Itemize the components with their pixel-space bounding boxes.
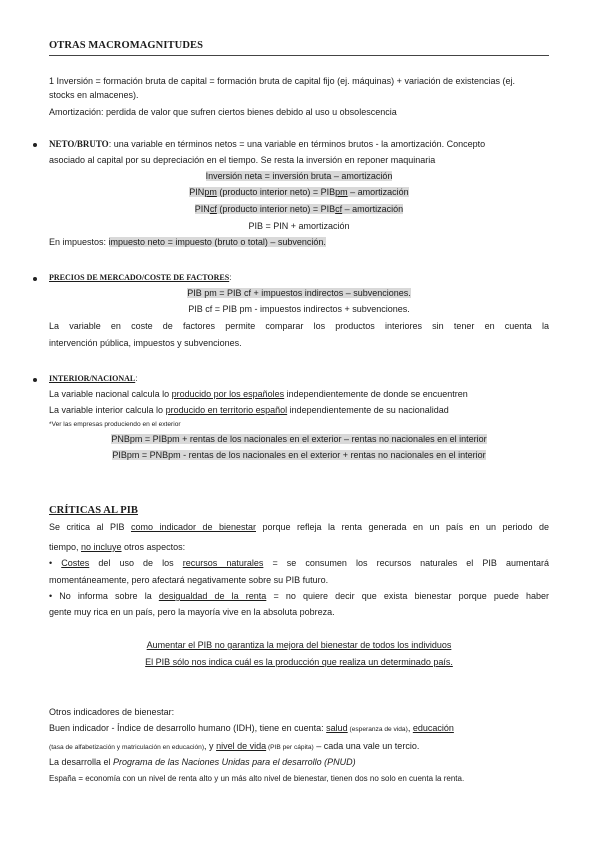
formula-pib-pm-text: PIB pm = PIB cf + impuestos indirectos – subvenciones. [187, 288, 411, 298]
formula-inversion-neta-text: Inversión neta = inversión bruta – amortización [205, 171, 393, 181]
inversion-line-2: stocks en almacenes). [49, 90, 139, 100]
criticas-line-1: Se critica al PIB como indicador de bienestar porque refleja la renta generada en un país en un periodo de [49, 522, 549, 532]
formula-pib-pnb-text: PIBpm = PNBpm - rentas de los nacionales en el exterior + rentas no nacionales en el interior [112, 450, 486, 460]
formula-pin-pm-text: PINpm (producto interior neto) = PIBpm – amortización [189, 187, 409, 197]
formula-pib-cf: PIB cf = PIB pm - impuestos indirectos + subvenciones. [188, 304, 410, 314]
criticas-line-3: • Costes del uso de los recursos naturales = se consumen los recursos naturales el PIB aumentará [49, 558, 549, 568]
interior-label: INTERIOR/NACIONAL [49, 374, 136, 383]
idh-line-1: Buen indicador - Índice de desarrollo humano (IDH), tiene en cuenta: salud (esperanza de vida), educación [49, 723, 454, 733]
formula-pnb [49, 433, 549, 445]
otros-indicadores-title: Otros indicadores de bienestar: [49, 707, 175, 717]
bullet-precios [33, 277, 37, 281]
pnud-line: La desarrolla el Programa de las Naciones Unidas para el desarrollo (PNUD) [49, 757, 356, 767]
conclusion-line-2: El PIB sólo nos indica cuál es la producción que realiza un determinado país. [145, 657, 453, 667]
formula-pin-cf-text: PINcf (producto interior neto) = PIBcf – amortización [194, 204, 404, 214]
neto-bruto-line-2: asociado al capital por su depreciación en el tiempo. Se resta la inversión en reponer maquinaria [49, 155, 436, 165]
variable-nacional-line: La variable nacional calcula lo producido por los españoles independientemente de donde se encuentren [49, 389, 468, 399]
inversion-line-1: 1 Inversión = formación bruta de capital = formación bruta de capital fijo (ej. máquinas) + variación de existencias (ej. [49, 76, 515, 86]
impuesto-neto-formula: impuesto neto = impuesto (bruto o total) – subvención. [108, 237, 326, 247]
bullet-neto-bruto [33, 143, 37, 147]
criticas-line-6: gente muy rica en un país, pero la mayoría vive en la absoluta pobreza. [49, 607, 335, 617]
neto-bruto-text: : una variable en términos netos = una variable en términos brutos - la amortización. Concepto [108, 139, 486, 149]
idh-line-2: (tasa de alfabetización y matriculación en educación), y nivel de vida (PIB per cápita) – cada una vale un tercio. [49, 741, 420, 751]
formula-pib-pm [49, 287, 549, 299]
formula-pib-pin: PIB = PIN + amortización [248, 221, 350, 231]
variable-interior-line: La variable interior calcula lo producido en territorio español independientemente de su nacionalidad [49, 405, 449, 415]
precios-label-line: PRECIOS DE MERCADO/COSTE DE FACTORES: [49, 273, 232, 282]
section-title-otras-macromagnitudes: OTRAS MACROMAGNITUDES [49, 40, 549, 56]
impuestos-line: En impuestos: impuesto neto = impuesto (bruto o total) – subvención. [49, 237, 326, 247]
section-title-criticas-pib: CRÍTICAS AL PIB [49, 505, 139, 516]
criticas-line-4: momentáneamente, pero afectará negativamente sobre su PIB futuro. [49, 575, 329, 585]
precios-label: PRECIOS DE MERCADO/COSTE DE FACTORES [49, 273, 230, 282]
precios-paragraph-2: intervención pública, impuestos y subvenciones. [49, 338, 242, 348]
criticas-line-2: tiempo, no incluye otros aspectos: [49, 542, 186, 552]
neto-bruto-line-1 [49, 138, 554, 150]
formula-pib-pnb [49, 449, 549, 461]
amortizacion-definition: Amortización: perdida de valor que sufren ciertos bienes debido al uso u obsolescencia [49, 107, 397, 117]
formula-pin-cf [49, 203, 549, 215]
bullet-interior [33, 378, 37, 382]
formula-pnb-text: PNBpm = PIBpm + rentas de los nacionales en el exterior – rentas no nacionales en el interior [111, 434, 487, 444]
neto-bruto-label: NETO/BRUTO [49, 139, 109, 149]
conclusion-line-1: Aumentar el PIB no garantiza la mejora del bienestar de todos los individuos [146, 640, 452, 650]
formula-pin-pm [49, 186, 549, 198]
interior-note: *Ver las empresas produciendo en el exterior [49, 421, 181, 428]
formula-inversion-neta [49, 170, 549, 182]
criticas-line-5: • No informa sobre la desigualdad de la renta = no quiere decir que exista bienestar porque puede haber [49, 591, 549, 601]
interior-label-line: INTERIOR/NACIONAL: [49, 374, 138, 383]
espana-line: España = economía con un nivel de renta alto y un más alto nivel de bienestar, tienen dos no solo en cuenta la renta. [49, 774, 465, 783]
precios-paragraph-1: La variable en coste de factores permite comparar los productos interiores sin tener en cuenta la [49, 321, 549, 331]
